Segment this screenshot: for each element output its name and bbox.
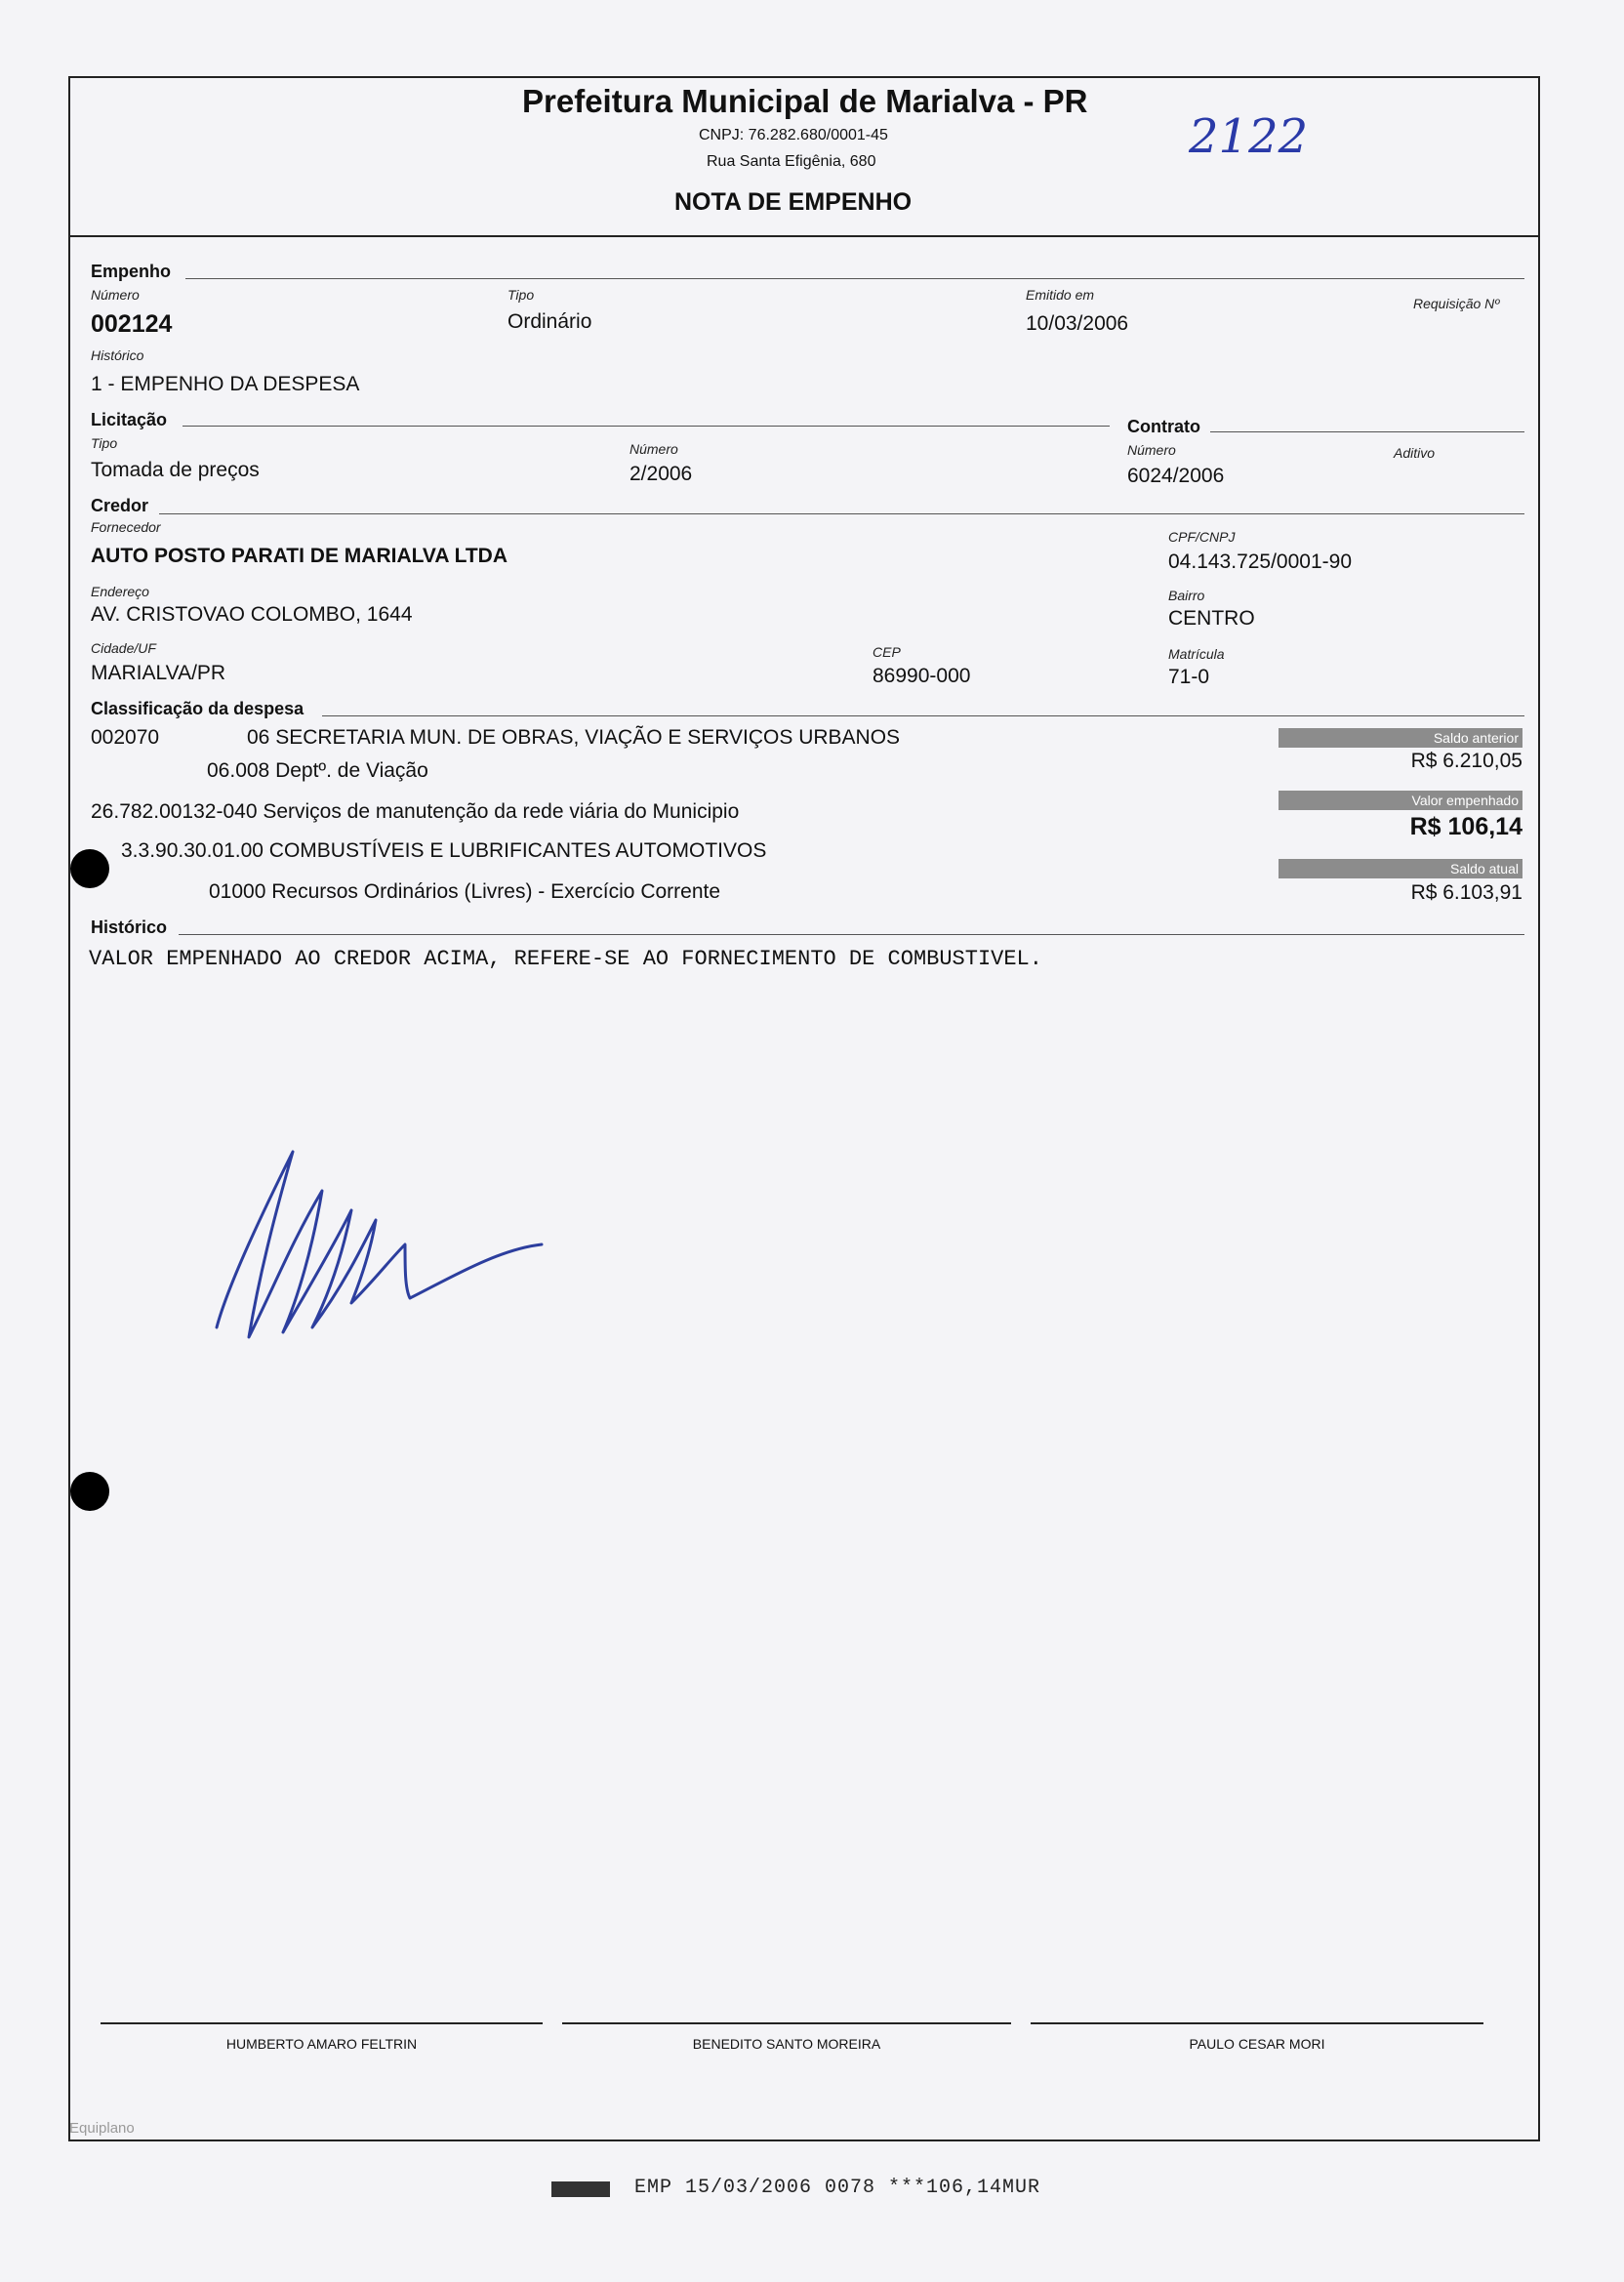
departamento: 06.008 Deptº. de Viação bbox=[207, 759, 428, 782]
empenho-section-title: Empenho bbox=[91, 262, 172, 281]
fornecedor-name: AUTO POSTO PARATI DE MARIALVA LTDA bbox=[91, 545, 508, 567]
emitido-label: Emitido em bbox=[1026, 287, 1095, 303]
brand-label: Equiplano bbox=[69, 2120, 135, 2137]
address-text: Rua Santa Efigênia, 680 bbox=[707, 153, 876, 170]
signatory-1: HUMBERTO AMARO FELTRIN bbox=[225, 2036, 418, 2052]
emitido-date: 10/03/2006 bbox=[1026, 312, 1129, 335]
licitacao-section-title: Licitação bbox=[91, 410, 168, 429]
credor-section-title: Credor bbox=[91, 496, 149, 515]
endereco-value: AV. CRISTOVAO COLOMBO, 1644 bbox=[91, 603, 413, 626]
signatory-3: PAULO CESAR MORI bbox=[1189, 2036, 1325, 2052]
credor-rule bbox=[159, 513, 1524, 514]
empenho-tipo: Ordinário bbox=[508, 310, 592, 333]
processing-stamp: EMP 15/03/2006 0078 ***106,14MUR bbox=[634, 2177, 1041, 2199]
cpf-value: 04.143.725/0001-90 bbox=[1168, 550, 1353, 573]
licitacao-rule bbox=[183, 426, 1110, 427]
handwritten-note: 2122 bbox=[1189, 109, 1309, 164]
valor-empenhado-value: R$ 106,14 bbox=[1409, 813, 1522, 840]
matricula-value: 71-0 bbox=[1168, 666, 1210, 688]
empenho-historico-label: Histórico bbox=[91, 347, 144, 363]
saldo-atual-label: Saldo atual bbox=[1279, 859, 1522, 878]
contrato-numero: 6024/2006 bbox=[1127, 465, 1225, 487]
aditivo-label: Aditivo bbox=[1394, 445, 1436, 461]
cpf-label: CPF/CNPJ bbox=[1168, 529, 1236, 545]
requisicao-label: Requisição Nº bbox=[1413, 296, 1500, 311]
saldo-anterior-label: Saldo anterior bbox=[1279, 728, 1522, 748]
historico-section-title: Histórico bbox=[91, 917, 168, 937]
fonte-recurso: 01000 Recursos Ordinários (Livres) - Exercício Corrente bbox=[209, 880, 721, 903]
bairro-label: Bairro bbox=[1168, 588, 1205, 603]
programa: 26.782.00132-040 Serviços de manutenção da rede viária do Municipio bbox=[91, 800, 740, 823]
municipality-title: Prefeitura Municipal de Marialva - PR bbox=[522, 83, 1088, 119]
signature-line-2 bbox=[562, 2022, 1011, 2024]
classificacao-rule bbox=[322, 715, 1524, 716]
document-title: NOTA DE EMPENHO bbox=[674, 188, 913, 216]
licitacao-numero: 2/2006 bbox=[629, 463, 693, 485]
matricula-label: Matrícula bbox=[1168, 646, 1225, 662]
historico-rule bbox=[179, 934, 1524, 935]
contrato-rule bbox=[1210, 431, 1524, 432]
header-separator bbox=[68, 235, 1540, 237]
cnpj-text: CNPJ: 76.282.680/0001-45 bbox=[699, 127, 888, 143]
bairro-value: CENTRO bbox=[1168, 607, 1255, 630]
licitacao-tipo-label: Tipo bbox=[91, 435, 118, 451]
licitacao-numero-label: Número bbox=[629, 441, 678, 457]
signature-line-1 bbox=[101, 2022, 543, 2024]
empenho-numero-label: Número bbox=[91, 287, 140, 303]
historico-text: VALOR EMPENHADO AO CREDOR ACIMA, REFERE-SE AO FORNECIMENTO DE COMBUSTIVEL. bbox=[89, 947, 1042, 971]
signature-line-3 bbox=[1031, 2022, 1483, 2024]
valor-empenhado-label: Valor empenhado bbox=[1279, 791, 1522, 810]
classificacao-section-title: Classificação da despesa bbox=[91, 699, 304, 718]
classificacao-code: 002070 bbox=[91, 726, 160, 749]
stamp-logo-icon bbox=[551, 2181, 610, 2197]
cep-label: CEP bbox=[873, 644, 901, 660]
empenho-numero: 002124 bbox=[91, 310, 173, 338]
signatory-2: BENEDITO SANTO MOREIRA bbox=[692, 2036, 881, 2052]
empenho-tipo-label: Tipo bbox=[508, 287, 535, 303]
punch-hole-top bbox=[70, 849, 109, 888]
empenho-historico: 1 - EMPENHO DA DESPESA bbox=[91, 373, 360, 395]
cidade-value: MARIALVA/PR bbox=[91, 662, 226, 684]
signature-scribble bbox=[205, 1132, 556, 1347]
secretaria: 06 SECRETARIA MUN. DE OBRAS, VIAÇÃO E SERVIÇOS URBANOS bbox=[247, 726, 901, 749]
endereco-label: Endereço bbox=[91, 584, 149, 599]
contrato-section-title: Contrato bbox=[1127, 417, 1200, 436]
punch-hole-bottom bbox=[70, 1472, 109, 1511]
cep-value: 86990-000 bbox=[873, 665, 971, 687]
saldo-atual-value: R$ 6.103,91 bbox=[1410, 881, 1522, 904]
cidade-label: Cidade/UF bbox=[91, 640, 156, 656]
fornecedor-label: Fornecedor bbox=[91, 519, 161, 535]
licitacao-tipo: Tomada de preços bbox=[91, 459, 260, 481]
saldo-anterior-value: R$ 6.210,05 bbox=[1410, 750, 1522, 772]
empenho-rule bbox=[185, 278, 1524, 279]
elemento-despesa: 3.3.90.30.01.00 COMBUSTÍVEIS E LUBRIFICANTES AUTOMOTIVOS bbox=[121, 839, 767, 862]
contrato-numero-label: Número bbox=[1127, 442, 1176, 458]
